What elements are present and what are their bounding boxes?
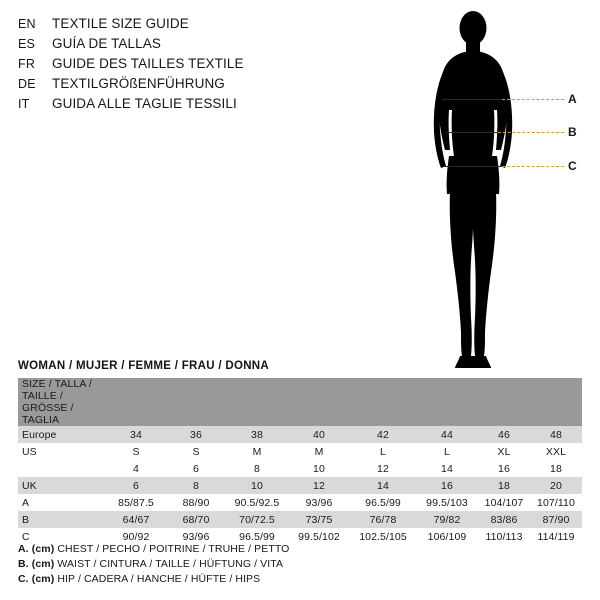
table-cell: 10: [226, 477, 288, 494]
table-header-cell: [166, 378, 226, 426]
table-cell: S: [106, 443, 166, 460]
legend-text: CHEST / PECHO / POITRINE / TRUHE / PETTO: [57, 543, 290, 555]
measure-line-a-dash: [502, 99, 564, 100]
table-header-cell: [226, 378, 288, 426]
size-table: [18, 378, 582, 545]
table-row: [18, 443, 582, 460]
table-cell: 88/90: [166, 494, 226, 511]
table-cell: 107/110: [530, 494, 582, 511]
table-cell: 8: [226, 460, 288, 477]
table-cell: 16: [416, 477, 478, 494]
table-cell: 12: [350, 460, 416, 477]
table-cell: L: [416, 443, 478, 460]
legend-row: [18, 572, 582, 587]
row-label: A: [18, 494, 106, 511]
table-header-cell: [288, 378, 350, 426]
row-label: C: [18, 528, 106, 545]
table-header-cell: [478, 378, 530, 426]
table-cell: 44: [416, 426, 478, 443]
table-cell: 87/90: [530, 511, 582, 528]
table-cell: M: [226, 443, 288, 460]
table-cell: L: [350, 443, 416, 460]
measure-line-a-solid: [442, 99, 502, 100]
table-cell: 20: [530, 477, 582, 494]
table-cell: 14: [416, 460, 478, 477]
table-cell: M: [288, 443, 350, 460]
size-table-area: [18, 360, 582, 545]
table-header-cell: [416, 378, 478, 426]
legend-text: HIP / CADERA / HANCHE / HÜFTE / HIPS: [57, 573, 261, 585]
language-row: [18, 74, 348, 94]
measure-line-c-solid: [444, 166, 502, 167]
table-cell: 70/72.5: [226, 511, 288, 528]
legend-key: A. (cm): [18, 543, 55, 555]
table-cell: 38: [226, 426, 288, 443]
table-header-cell: [106, 378, 166, 426]
table-cell: 8: [166, 477, 226, 494]
table-cell: 34: [106, 426, 166, 443]
table-cell: 48: [530, 426, 582, 443]
table-cell: 12: [288, 477, 350, 494]
measure-label-b: B: [568, 125, 577, 139]
table-row: [18, 494, 582, 511]
table-cell: 42: [350, 426, 416, 443]
table-row: [18, 477, 582, 494]
legend-key: C. (cm): [18, 573, 55, 585]
table-cell: 68/70: [166, 511, 226, 528]
table-cell: 93/96: [166, 528, 226, 545]
table-row: [18, 460, 582, 477]
table-cell: S: [166, 443, 226, 460]
language-title: GUÍA DE TALLAS: [52, 36, 161, 51]
measure-line-b-dash: [498, 132, 564, 133]
legend-text: WAIST / CINTURA / TAILLE / HÜFTUNG / VITA: [57, 558, 284, 570]
table-cell: 4: [106, 460, 166, 477]
language-row: [18, 94, 348, 114]
language-title: GUIDA ALLE TAGLIE TESSILI: [52, 96, 237, 111]
table-cell: 114/119: [530, 528, 582, 545]
table-caption: WOMAN / MUJER / FEMME / FRAU / DONNA: [18, 360, 270, 372]
table-cell: 6: [166, 460, 226, 477]
table-cell: 10: [288, 460, 350, 477]
table-cell: XXL: [530, 443, 582, 460]
table-cell: 96.5/99: [226, 528, 288, 545]
table-cell: XL: [478, 443, 530, 460]
table-cell: 90/92: [106, 528, 166, 545]
measurement-legend: [18, 542, 582, 587]
language-code: DE: [18, 77, 36, 91]
table-cell: 93/96: [288, 494, 350, 511]
table-cell: 64/67: [106, 511, 166, 528]
table-cell: 76/78: [350, 511, 416, 528]
language-row: [18, 54, 348, 74]
language-code: IT: [18, 97, 30, 111]
row-label: UK: [18, 477, 106, 494]
table-cell: 73/75: [288, 511, 350, 528]
measure-label-a: A: [568, 92, 577, 106]
measure-label-c: C: [568, 159, 577, 173]
table-cell: 46: [478, 426, 530, 443]
language-title: GUIDE DES TAILLES TEXTILE: [52, 56, 244, 71]
row-label: B: [18, 511, 106, 528]
table-row: [18, 511, 582, 528]
row-label: Europe: [18, 426, 106, 443]
table-cell: 40: [288, 426, 350, 443]
table-cell: 99.5/102: [288, 528, 350, 545]
row-label: US: [18, 443, 106, 460]
table-cell: 16: [478, 460, 530, 477]
measure-line-b-solid: [446, 132, 498, 133]
table-cell: 85/87.5: [106, 494, 166, 511]
table-cell: 83/86: [478, 511, 530, 528]
language-row: [18, 14, 348, 34]
table-cell: 106/109: [416, 528, 478, 545]
language-code: ES: [18, 37, 36, 51]
body-figure: [400, 6, 590, 376]
table-header-cell: [350, 378, 416, 426]
table-cell: 99.5/103: [416, 494, 478, 511]
legend-row: [18, 542, 582, 557]
language-title: TEXTILGRÖßENFÜHRUNG: [52, 76, 225, 91]
table-cell: 90.5/92.5: [226, 494, 288, 511]
language-code: FR: [18, 57, 36, 71]
language-title: TEXTILE SIZE GUIDE: [52, 16, 189, 31]
language-header: [18, 14, 348, 114]
table-cell: 18: [478, 477, 530, 494]
table-cell: 96.5/99: [350, 494, 416, 511]
table-cell: 110/113: [478, 528, 530, 545]
table-cell: 14: [350, 477, 416, 494]
table-header-cell: SIZE / TALLA / TAILLE / GRÖSSE / TAGLIA: [18, 378, 106, 426]
legend-key: B. (cm): [18, 558, 55, 570]
measure-line-c-dash: [502, 166, 564, 167]
legend-row: [18, 557, 582, 572]
table-cell: 18: [530, 460, 582, 477]
table-cell: 102.5/105: [350, 528, 416, 545]
table-cell: 79/82: [416, 511, 478, 528]
language-row: [18, 34, 348, 54]
row-label: [18, 460, 106, 477]
language-code: EN: [18, 17, 36, 31]
female-silhouette-icon: [400, 6, 590, 376]
table-cell: 6: [106, 477, 166, 494]
table-cell: 36: [166, 426, 226, 443]
table-header-cell: [530, 378, 582, 426]
table-row: [18, 426, 582, 443]
table-header-row: [18, 378, 582, 426]
table-cell: 104/107: [478, 494, 530, 511]
